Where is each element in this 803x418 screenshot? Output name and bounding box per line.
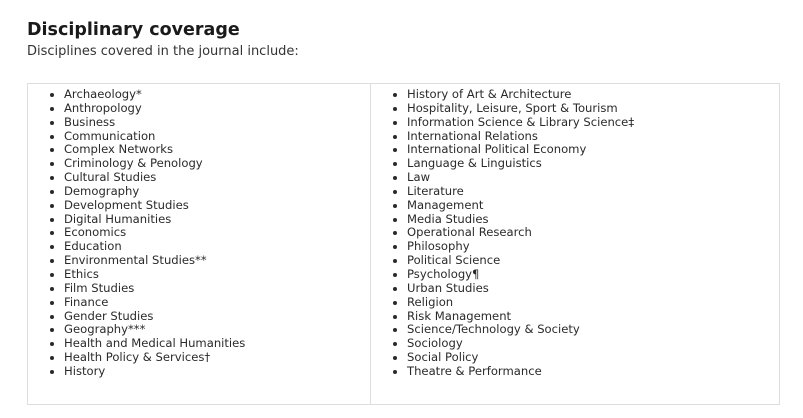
- discipline-item: • Theatre & Performance: [407, 365, 779, 379]
- discipline-item: • Philosophy: [407, 240, 779, 254]
- discipline-item: • Law: [407, 171, 779, 185]
- discipline-item: • Health and Medical Humanities: [64, 337, 370, 351]
- discipline-item: • Archaeology*: [64, 88, 370, 102]
- discipline-list-right: [371, 88, 779, 379]
- discipline-item: • Urban Studies: [407, 282, 779, 296]
- discipline-item: • Religion: [407, 296, 779, 310]
- discipline-item: • Operational Research: [407, 226, 779, 240]
- discipline-item: • Geography***: [64, 323, 370, 337]
- discipline-item: • International Relations: [407, 130, 779, 144]
- discipline-item: • Anthropology: [64, 102, 370, 116]
- discipline-item: • Finance: [64, 296, 370, 310]
- discipline-item: • Cultural Studies: [64, 171, 370, 185]
- discipline-item: • Business: [64, 116, 370, 130]
- discipline-list-left: [28, 88, 370, 379]
- section-title: Disciplinary coverage: [27, 20, 240, 40]
- discipline-item: • Communication: [64, 130, 370, 144]
- disciplinary-coverage-section: [27, 19, 779, 378]
- discipline-item: • Psychology¶: [407, 268, 779, 282]
- disciplines-table: [27, 83, 780, 405]
- discipline-item: • Economics: [64, 226, 370, 240]
- discipline-item: • History of Art & Architecture: [407, 88, 779, 102]
- discipline-item: • Information Science & Library Science‡: [407, 116, 779, 130]
- discipline-item: • Education: [64, 240, 370, 254]
- section-subtitle: Disciplines covered in the journal include:: [27, 44, 299, 59]
- disciplines-column-left: [28, 84, 371, 405]
- discipline-item: • Management: [407, 199, 779, 213]
- discipline-item: • Political Science: [407, 254, 779, 268]
- discipline-item: • Development Studies: [64, 199, 370, 213]
- discipline-item: • Sociology: [407, 337, 779, 351]
- discipline-item: • Environmental Studies**: [64, 254, 370, 268]
- discipline-item: • Literature: [407, 185, 779, 199]
- discipline-item: • Demography: [64, 185, 370, 199]
- discipline-item: • International Political Economy: [407, 143, 779, 157]
- discipline-item: • Media Studies: [407, 213, 779, 227]
- disciplines-row: [28, 84, 780, 405]
- discipline-item: • Gender Studies: [64, 310, 370, 324]
- disciplines-column-right: [371, 84, 780, 405]
- discipline-item: • Hospitality, Leisure, Sport & Tourism: [407, 102, 779, 116]
- discipline-item: • Digital Humanities: [64, 213, 370, 227]
- discipline-item: • Health Policy & Services†: [64, 351, 370, 365]
- discipline-item: • Science/Technology & Society: [407, 323, 779, 337]
- discipline-item: • History: [64, 365, 370, 379]
- discipline-item: • Social Policy: [407, 351, 779, 365]
- discipline-item: • Complex Networks: [64, 143, 370, 157]
- discipline-item: • Criminology & Penology: [64, 157, 370, 171]
- discipline-item: • Ethics: [64, 268, 370, 282]
- discipline-item: • Risk Management: [407, 310, 779, 324]
- discipline-item: • Film Studies: [64, 282, 370, 296]
- discipline-item: • Language & Linguistics: [407, 157, 779, 171]
